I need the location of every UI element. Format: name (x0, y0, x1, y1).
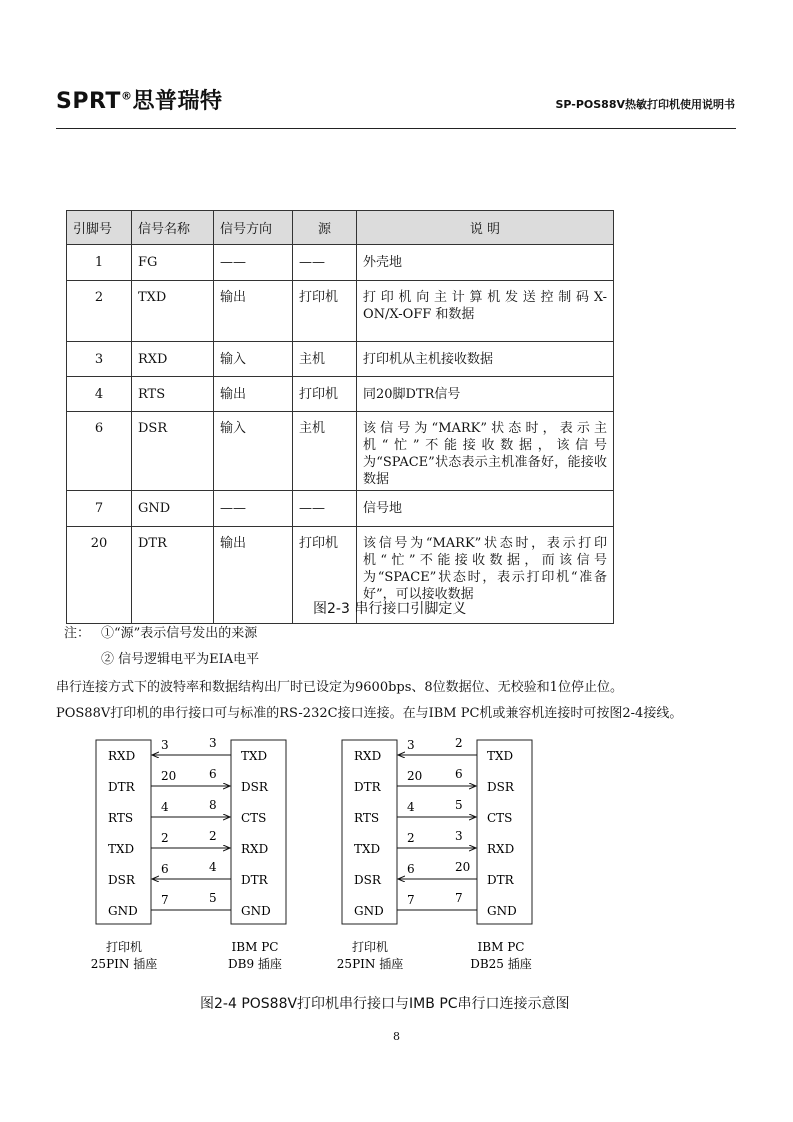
printer-socket-label: 打印机 (105, 940, 143, 954)
cell-pin: 1 (67, 245, 132, 281)
printer-socket-label: 打印机 (351, 940, 389, 954)
cell-src: 打印机 (293, 527, 357, 624)
printer-signal-label: DTR (354, 780, 381, 794)
cell-pin: 2 (67, 281, 132, 342)
brand-logo (56, 84, 222, 115)
cell-pin: 7 (67, 491, 132, 527)
cell-desc: 同20脚DTR信号 (357, 377, 614, 412)
pc-pin-number: 7 (455, 891, 463, 905)
cell-desc: 打印机从主机接收数据 (357, 342, 614, 377)
cell-pin: 3 (67, 342, 132, 377)
paragraph-baud-rate: 串行连接方式下的波特率和数据结构出厂时已设定为9600bps、8位数据位、无校验和1位停止位。 (56, 680, 623, 695)
printer-pin-number: 7 (407, 893, 415, 907)
cell-dir: 输入 (214, 412, 293, 491)
cell-src: —— (293, 491, 357, 527)
logo-registered-mark: ® (120, 89, 133, 103)
printer-pin-number: 2 (407, 831, 415, 845)
wiring-diagram (0, 720, 793, 980)
printer-signal-label: GND (108, 904, 138, 918)
pc-socket-label: IBM PC (231, 940, 279, 954)
header-signal-name: 信号名称 (132, 211, 214, 245)
pc-signal-label: CTS (487, 811, 513, 825)
table-header-row (67, 211, 614, 245)
cell-pin: 6 (67, 412, 132, 491)
cell-dir: —— (214, 491, 293, 527)
printer-connector-box (96, 740, 151, 924)
cell-src: 主机 (293, 342, 357, 377)
pc-pin-number: 6 (209, 767, 217, 781)
cell-src: —— (293, 245, 357, 281)
printer-pin-number: 3 (407, 738, 415, 752)
printer-pin-number: 6 (161, 862, 169, 876)
printer-signal-label: DSR (354, 873, 381, 887)
printer-socket-type: 25PIN 插座 (90, 957, 158, 971)
cell-dir: 输入 (214, 342, 293, 377)
table-row (67, 245, 614, 281)
pc-pin-number: 8 (209, 798, 217, 812)
pc-signal-label: RXD (241, 842, 269, 856)
pc-socket-label: IBM PC (477, 940, 525, 954)
cell-pin: 20 (67, 527, 132, 624)
cell-dir: 输出 (214, 527, 293, 624)
pc-signal-label: GND (487, 904, 517, 918)
pc-socket-type: DB25 插座 (470, 957, 532, 971)
cell-dir: —— (214, 245, 293, 281)
pc-signal-label: DSR (241, 780, 268, 794)
table-row (67, 377, 614, 412)
note-1: ①“源”表示信号发出的来源 (101, 626, 258, 641)
pc-signal-label: DTR (241, 873, 268, 887)
note-2: ② 信号逻辑电平为EIA电平 (101, 652, 260, 667)
pc-signal-label: DSR (487, 780, 514, 794)
cell-desc: 信号地 (357, 491, 614, 527)
pc-pin-number: 2 (455, 736, 463, 750)
cell-name: DTR (132, 527, 214, 624)
pc-signal-label: GND (241, 904, 271, 918)
header-pin: 引脚号 (67, 211, 132, 245)
cell-pin: 4 (67, 377, 132, 412)
pc-signal-label: TXD (241, 749, 268, 763)
cell-name: TXD (132, 281, 214, 342)
cell-dir: 输出 (214, 281, 293, 342)
pc-signal-label: CTS (241, 811, 267, 825)
printer-signal-label: TXD (108, 842, 135, 856)
printer-signal-label: TXD (354, 842, 381, 856)
figure-2-4-caption: 图2-4 POS88Ⅴ打印机串行接口与IMB PC串行口连接示意图 (200, 996, 570, 1012)
pc-signal-label: TXD (487, 749, 514, 763)
pc-pin-number: 2 (209, 829, 217, 843)
pc-pin-number: 20 (455, 860, 471, 874)
page-number: 8 (393, 1030, 400, 1043)
pc-connector-box (477, 740, 532, 924)
pc-signal-label: RXD (487, 842, 515, 856)
cell-desc: 外壳地 (357, 245, 614, 281)
note-label: 注： (64, 626, 91, 641)
pc-signal-label: DTR (487, 873, 514, 887)
printer-pin-number: 7 (161, 893, 169, 907)
cell-name: RXD (132, 342, 214, 377)
logo-chinese: 思普瑞特 (132, 89, 223, 114)
header-description: 说 明 (357, 211, 614, 245)
cell-desc: 该信号为“MARK”状态时，表示主机“忙”不能接收数据，该信号为“SPACE”状态表示主机准备好，能接收数据 (357, 412, 614, 491)
printer-signal-label: RTS (108, 811, 134, 825)
pc-pin-number: 6 (455, 767, 463, 781)
cell-src: 主机 (293, 412, 357, 491)
cell-dir: 输出 (214, 377, 293, 412)
printer-pin-number: 20 (161, 769, 177, 783)
pc-connector-box (231, 740, 286, 924)
table-row (67, 342, 614, 377)
printer-signal-label: RTS (354, 811, 380, 825)
printer-pin-number: 2 (161, 831, 169, 845)
printer-socket-type: 25PIN 插座 (336, 957, 404, 971)
pc-socket-type: DB9 插座 (228, 957, 282, 971)
pc-pin-number: 5 (209, 891, 217, 905)
cell-name: GND (132, 491, 214, 527)
printer-connector-box (342, 740, 397, 924)
printer-signal-label: GND (354, 904, 384, 918)
cell-name: DSR (132, 412, 214, 491)
connection-diagram-db9 (91, 736, 286, 971)
header-divider (56, 128, 736, 129)
paragraph-rs232: POS88Ⅴ打印机的串行接口可与标准的RS-232C接口连接。在与IBM PC机或兼容机连接时可按图2-4接线。 (56, 706, 683, 721)
printer-signal-label: RXD (108, 749, 136, 763)
cell-desc: 打 印 机 向 主 计 算 机 发 送 控 制 码 X-ON/X-OFF 和数据 (357, 281, 614, 342)
pc-pin-number: 3 (209, 736, 217, 750)
cell-name: RTS (132, 377, 214, 412)
table-row (67, 491, 614, 527)
printer-signal-label: DSR (108, 873, 135, 887)
printer-signal-label: RXD (354, 749, 382, 763)
header-source: 源 (293, 211, 357, 245)
printer-pin-number: 6 (407, 862, 415, 876)
figure-2-3-caption: 图2-3 串行接口引脚定义 (313, 601, 467, 617)
printer-pin-number: 4 (161, 800, 169, 814)
pin-definition-table (66, 210, 614, 624)
wiring-groups (91, 736, 532, 971)
pc-pin-number: 3 (455, 829, 463, 843)
pc-pin-number: 5 (455, 798, 463, 812)
connection-diagram-db25 (337, 736, 532, 971)
document-title: SP-POS88Ⅴ热敏打印机使用说明书 (555, 98, 735, 111)
logo-text: SPRT (56, 89, 121, 114)
table-row (67, 281, 614, 342)
header-direction: 信号方向 (214, 211, 293, 245)
cell-desc: 该信号为“MARK”状态时，表示打印机“忙”不能接收数据，而该信号为“SPACE”状态时，表示打印机“准备好”，可以接收数据 (357, 527, 614, 624)
printer-pin-number: 4 (407, 800, 415, 814)
printer-pin-number: 20 (407, 769, 423, 783)
cell-src: 打印机 (293, 281, 357, 342)
cell-name: FG (132, 245, 214, 281)
printer-pin-number: 3 (161, 738, 169, 752)
cell-src: 打印机 (293, 377, 357, 412)
table-row (67, 412, 614, 491)
printer-signal-label: DTR (108, 780, 135, 794)
pc-pin-number: 4 (209, 860, 217, 874)
